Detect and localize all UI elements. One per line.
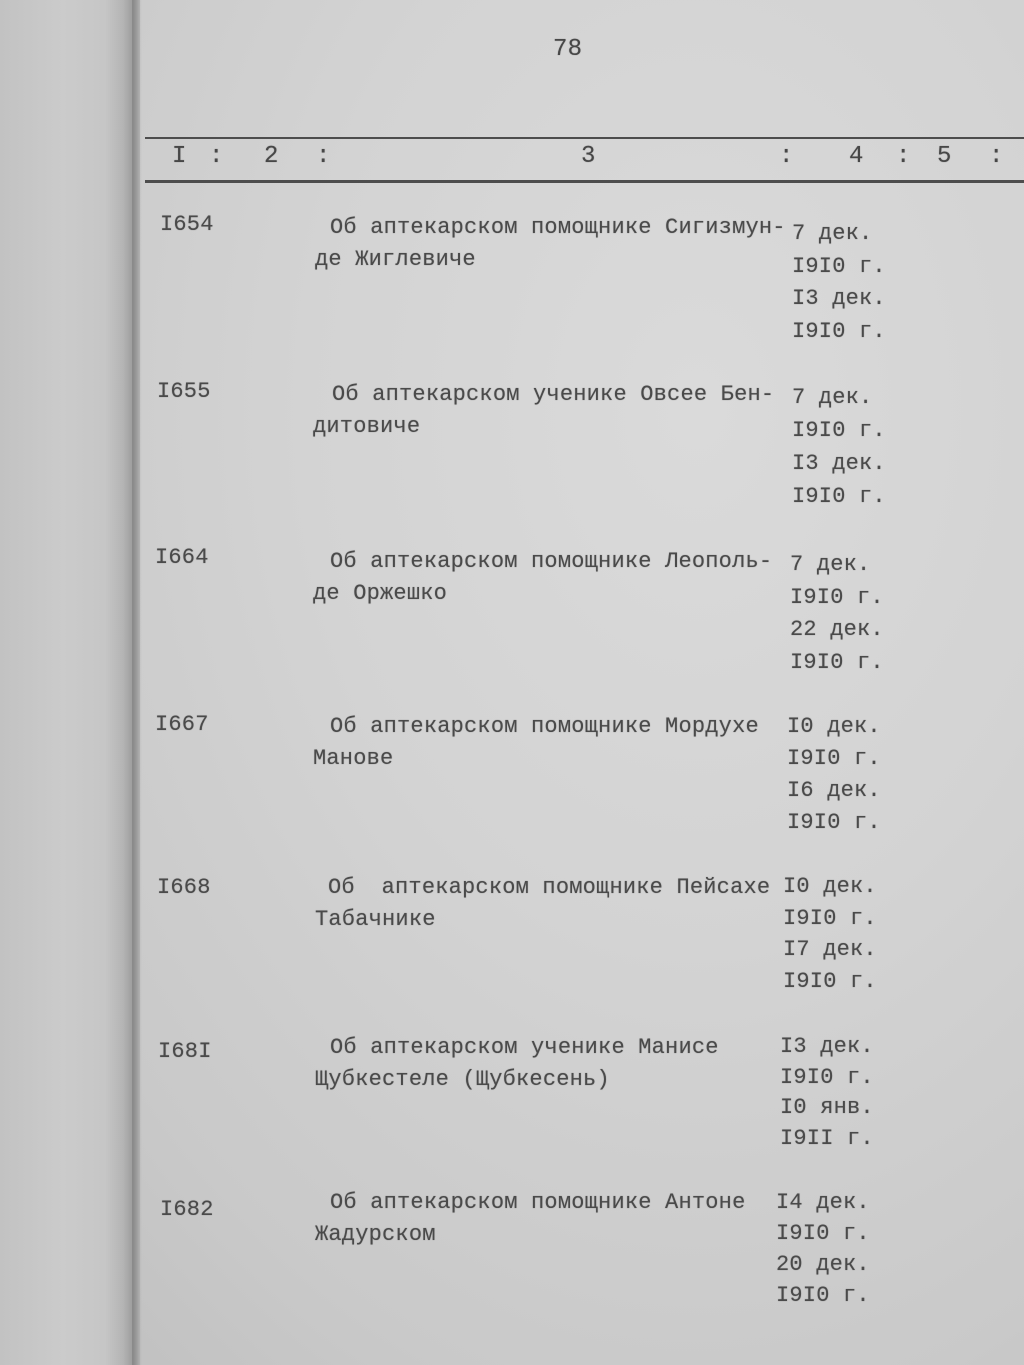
header-separator: : [896,143,911,170]
entry-date-line: I3 дек. [792,451,886,476]
entry-date-line: 20 дек. [776,1252,870,1277]
entry-number: I655 [157,379,211,404]
entry-date-line: 7 дек. [790,552,871,577]
entry-date-line: I3 дек. [792,286,886,311]
entry-date-line: I9I0 г. [783,969,877,994]
entry-date-line: 7 дек. [792,385,873,410]
entry-description-line: де Оржешко [313,581,448,606]
entry-date-line: I9II г. [780,1126,874,1151]
entry-date-line: 22 дек. [790,617,884,642]
entry-date-line: I9I0 г. [792,418,886,443]
entry-date-line: I9I0 г. [783,906,877,931]
entry-description-line: дитовиче [313,414,421,439]
header-separator: : [316,143,331,170]
entry-date-line: I4 дек. [776,1190,870,1215]
entry-number: I682 [160,1197,214,1222]
entry-description-line: Щубкестеле (Щубкесень) [315,1067,610,1092]
entry-number: I654 [160,212,214,237]
entry-date-line: I0 янв. [780,1095,874,1120]
entry-description-line: Об аптекарском помощнике Пейсахе [328,875,771,900]
entry-number: I664 [155,545,209,570]
header-col-5: 5 [937,143,952,170]
entry-date-line: I9I0 г. [792,254,886,279]
entry-date-line: I9I0 г. [792,484,886,509]
header-separator: : [209,143,224,170]
entry-date-line: I0 дек. [787,714,881,739]
entry-date-line: I9I0 г. [792,319,886,344]
entry-description-line: Жадурском [315,1222,436,1247]
entry-date-line: I9I0 г. [776,1221,870,1246]
header-separator: : [779,143,794,170]
entry-date-line: I9I0 г. [790,585,884,610]
page-number: 78 [553,36,583,63]
table-header-top-rule [145,137,1024,139]
header-col-2: 2 [264,143,279,170]
book-spine-shadow [132,0,142,1365]
entry-date-line: I9I0 г. [780,1065,874,1090]
entry-date-line: I9I0 г. [787,746,881,771]
entry-description-line: Об аптекарском ученике Манисе [330,1035,719,1060]
entry-description-line: Манове [313,746,394,771]
header-separator: : [989,143,1004,170]
header-col-4: 4 [849,143,864,170]
entry-description-line: Об аптекарском помощнике Леополь- [330,549,773,574]
entry-number: I68I [158,1039,212,1064]
header-col-1: I [172,143,187,170]
header-col-3: 3 [581,143,596,170]
entry-description-line: Табачнике [315,907,436,932]
entry-date-line: 7 дек. [792,221,873,246]
entry-date-line: I9I0 г. [790,650,884,675]
entry-date-line: I9I0 г. [787,810,881,835]
entry-date-line: I6 дек. [787,778,881,803]
entry-date-line: I0 дек. [783,874,877,899]
entry-description-line: Об аптекарском помощнике Мордухе [330,714,759,739]
entry-date-line: I9I0 г. [776,1283,870,1308]
entry-description-line: Об аптекарском ученике Овсее Бен- [332,382,775,407]
entry-description-line: Об аптекарском помощнике Сигизмун- [330,215,786,240]
facing-page-edge [0,0,140,1365]
entry-date-line: I3 дек. [780,1034,874,1059]
entry-number: I667 [155,712,209,737]
table-header-bottom-rule [145,180,1024,183]
entry-date-line: I7 дек. [783,937,877,962]
entry-number: I668 [157,875,211,900]
entry-description-line: де Жиглевиче [315,247,476,272]
entry-description-line: Об аптекарском помощнике Антоне [330,1190,746,1215]
